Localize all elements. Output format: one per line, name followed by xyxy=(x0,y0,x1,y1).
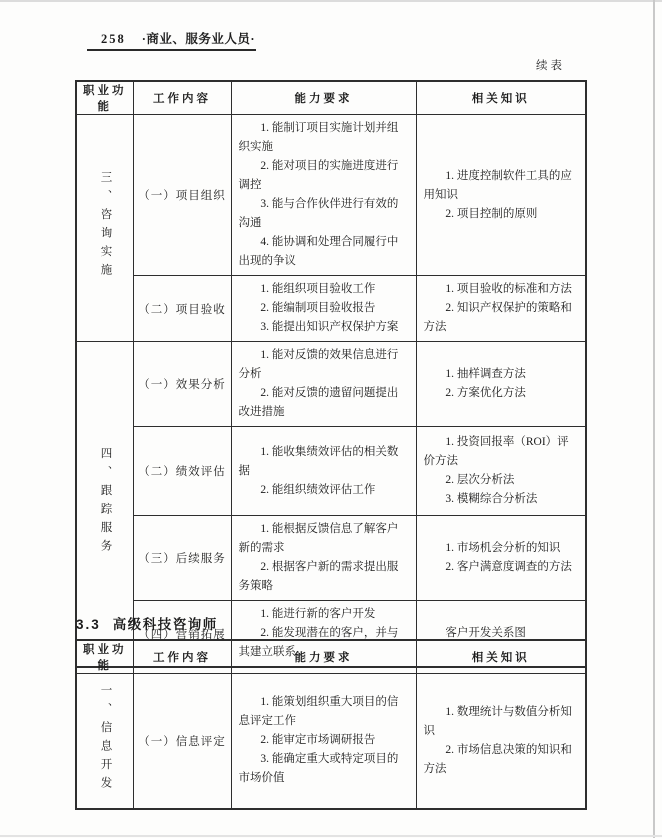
column-header-3: 相关知识 xyxy=(416,640,586,674)
qualification-table-continued xyxy=(75,80,587,668)
ability-item: 3. 能提出知识产权保护方案 xyxy=(260,321,399,333)
knowledge-item: 3. 模糊综合分析法 xyxy=(445,493,538,505)
work-content-cell: （一）项目组织 xyxy=(133,115,231,276)
knowledge-item: 2. 项目控制的原则 xyxy=(445,207,538,220)
ability-item: 1. 能策划组织重大项目的信息评定工作 xyxy=(238,696,399,728)
table-row xyxy=(76,115,586,276)
knowledge-item: 1. 抽样调查方法 xyxy=(445,368,526,380)
knowledge-item: 2. 知识产权保护的策略和方法 xyxy=(423,302,572,333)
knowledge-cell xyxy=(416,276,586,342)
knowledge-item: 1. 项目验收的标准和方法 xyxy=(445,283,572,295)
function-label: 三、咨询实施 xyxy=(99,171,112,282)
knowledge-item: 2. 层次分析法 xyxy=(445,474,515,486)
table-row xyxy=(76,674,586,809)
ability-item: 1. 能制订项目实施计划并组织实施 xyxy=(238,122,399,153)
ability-item: 3. 能确定重大或特定项目的市场价值 xyxy=(238,753,399,785)
scan-edge-top xyxy=(0,0,662,2)
ability-item: 2. 能发现潜在的客户，并与其建立联系 xyxy=(238,627,399,658)
abilities-cell xyxy=(231,427,416,516)
section-heading xyxy=(76,613,218,633)
knowledge-item: 1. 投资回报率（ROI）评价方法 xyxy=(423,436,569,467)
ability-item: 2. 能审定市场调研报告 xyxy=(260,734,376,747)
table-row xyxy=(76,342,586,427)
abilities-cell xyxy=(231,516,416,601)
section-title: 高级科技咨询师 xyxy=(112,617,218,632)
ability-item: 2. 能组织绩效评估工作 xyxy=(260,483,376,496)
abilities-cell xyxy=(231,276,416,342)
section-number: 3.3 xyxy=(76,617,101,632)
knowledge-cell xyxy=(416,115,586,276)
knowledge-item: 客户开发关系图 xyxy=(445,627,526,639)
knowledge-item: 2. 方案优化方法 xyxy=(445,387,526,399)
column-header-0: 职业功能 xyxy=(76,81,133,115)
page-number: 258 xyxy=(101,32,126,46)
work-content-cell: （三）后续服务 xyxy=(133,516,231,601)
work-content-cell: （二）项目验收 xyxy=(133,276,231,342)
knowledge-item: 1. 数理统计与数值分析知识 xyxy=(423,705,572,737)
ability-item: 2. 能对项目的实施进度进行调控 xyxy=(238,160,399,191)
abilities-cell xyxy=(231,674,416,809)
ability-item: 4. 能协调和处理合同履行中出现的争议 xyxy=(238,236,399,267)
ability-item: 2. 根据客户新的需求提出服务策略 xyxy=(238,561,399,592)
work-content-cell: （一）效果分析 xyxy=(133,342,231,427)
column-header-2: 能力要求 xyxy=(231,81,416,115)
ability-item: 2. 能对反馈的遗留问题提出改进措施 xyxy=(238,387,399,418)
scan-edge-bottom xyxy=(0,835,662,837)
continued-table-label: 续表 xyxy=(536,60,565,72)
knowledge-cell xyxy=(416,516,586,601)
ability-item: 1. 能收集绩效评估的相关数据 xyxy=(238,445,399,477)
work-content-cell: （四）营销拓展 xyxy=(133,601,231,668)
column-header-3: 相关知识 xyxy=(416,81,586,115)
ability-item: 1. 能进行新的客户开发 xyxy=(260,608,376,620)
work-content-cell: （一）信息评定 xyxy=(133,674,231,809)
knowledge-cell xyxy=(416,427,586,516)
function-label: 一、信息开发 xyxy=(99,683,112,795)
scan-edge-right xyxy=(653,0,655,838)
knowledge-cell xyxy=(416,342,586,427)
ability-item: 1. 能组织项目验收工作 xyxy=(260,283,376,295)
table-row xyxy=(76,516,586,601)
abilities-cell xyxy=(231,342,416,427)
knowledge-item: 1. 进度控制软件工具的应用知识 xyxy=(423,169,572,201)
running-header xyxy=(101,29,255,47)
table-row xyxy=(76,276,586,342)
ability-item: 1. 能对反馈的效果信息进行分析 xyxy=(238,349,399,380)
function-cell xyxy=(76,115,133,342)
ability-item: 2. 能编制项目验收报告 xyxy=(260,302,376,314)
running-header-rule xyxy=(87,49,256,51)
column-header-2: 能力要求 xyxy=(231,640,416,674)
knowledge-cell xyxy=(416,674,586,809)
column-header-0: 职业功能 xyxy=(76,640,133,674)
column-header-1: 工作内容 xyxy=(133,81,231,115)
function-label: 四、跟踪服务 xyxy=(99,447,112,558)
knowledge-item: 2. 市场信息决策的知识和方法 xyxy=(423,743,572,775)
function-cell xyxy=(76,674,133,809)
knowledge-item: 2. 客户满意度调查的方法 xyxy=(445,561,572,573)
running-header-title: ·商业、服务业人员· xyxy=(141,32,256,46)
column-header-1: 工作内容 xyxy=(133,640,231,674)
abilities-cell xyxy=(231,115,416,276)
knowledge-item: 1. 市场机会分析的知识 xyxy=(445,542,561,554)
ability-item: 3. 能与合作伙伴进行有效的沟通 xyxy=(238,198,399,229)
qualification-table-senior xyxy=(75,639,587,810)
ability-item: 1. 能根据反馈信息了解客户新的需求 xyxy=(238,523,399,554)
work-content-cell: （二）绩效评估 xyxy=(133,427,231,516)
table-row xyxy=(76,427,586,516)
